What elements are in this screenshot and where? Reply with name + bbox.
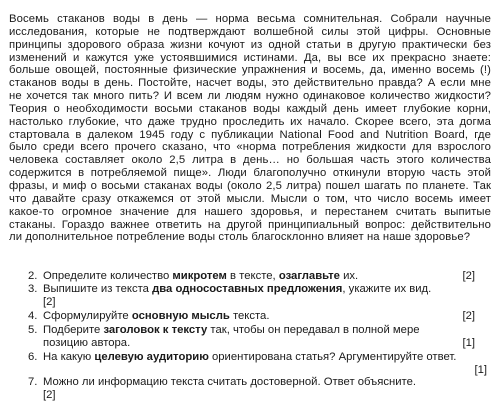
task-number: 7. bbox=[28, 376, 38, 388]
task-7 bbox=[9, 376, 491, 402]
task-score: [2] bbox=[43, 296, 56, 308]
paragraph-line: Теория о необходимости восьми стаканов воды каждый день имеет глубокие корни, bbox=[9, 102, 491, 115]
task-4 bbox=[9, 310, 491, 323]
task-3 bbox=[9, 283, 491, 309]
paragraph-line: фразы, и миф о восьми стаканах воды (около 2,5 литра) пошел шагать по планете. Так bbox=[9, 179, 491, 192]
paragraph-line: что давайте сразу откажемся от этой мысли. Мысли о том, что число восемь имеет bbox=[9, 192, 491, 205]
task-text-part: их. bbox=[339, 270, 359, 282]
task-text-part: текста. bbox=[229, 310, 270, 322]
task-keyword: основную мысль bbox=[131, 310, 230, 322]
paragraph-line: Восемь стаканов воды в день — норма весьма сомнительная. Собрали научные bbox=[9, 13, 491, 25]
task-6 bbox=[9, 351, 491, 377]
task-text-part: Сформулируйте bbox=[43, 310, 132, 322]
task-keyword: заголовок к тексту bbox=[103, 324, 208, 336]
paragraph-line: человека составляет около 2,5 литра в день… но большая часть этого количества bbox=[9, 154, 491, 167]
task-text-part: На какую bbox=[43, 351, 95, 363]
article-paragraph bbox=[9, 13, 491, 244]
task-number: 2. bbox=[28, 270, 38, 282]
task-score: [1] bbox=[474, 364, 487, 376]
task-text bbox=[43, 310, 269, 323]
task-text-continuation: позицию автора. bbox=[43, 337, 131, 349]
paragraph-line: больше овощей, постоянные физические упражнения и восемь, да, именно восемь (!) bbox=[9, 64, 491, 77]
task-keyword: целевую аудиторию bbox=[94, 351, 209, 363]
paragraph-line: исследования, которые не подтверждают волшебной силы этой цифры. Основные bbox=[9, 25, 491, 38]
task-keyword: два односоставных предложения bbox=[152, 283, 343, 295]
task-text bbox=[43, 283, 431, 296]
paragraph-line: стартовала в далеком 1945 году с публикации National Food and Nutrition Board, где bbox=[9, 128, 491, 141]
task-text-part: Определите количество bbox=[43, 270, 173, 282]
paragraph-line: какое-то огромное значение для нашего здоровья, и перестанем считать выпитые bbox=[9, 205, 491, 218]
task-score: [1] bbox=[462, 337, 475, 349]
task-number: 5. bbox=[28, 324, 38, 336]
task-5 bbox=[9, 324, 491, 350]
task-keyword: микротем bbox=[172, 270, 227, 282]
task-score: [2] bbox=[462, 270, 475, 282]
task-number: 3. bbox=[28, 283, 38, 295]
task-2 bbox=[9, 270, 491, 283]
task-text-part: так, чтобы он передавал в полной мере bbox=[207, 324, 420, 336]
task-text-part: Подберите bbox=[43, 324, 104, 336]
paragraph-line: не хочется так много пить? И всем ли людям нужно одинаковое количество жидкости? bbox=[9, 90, 491, 103]
paragraph-line: ли дополнительное потребление воды столь благосклонно влияет на наше здоровье? bbox=[9, 231, 471, 244]
task-text-part: ориентирована статья? Аргументируйте ответ. bbox=[208, 351, 457, 363]
task-number: 4. bbox=[28, 310, 38, 322]
paragraph-line: стаканов воды в день. Постойте, насчет воды, это действительно правда? А если мне bbox=[9, 77, 491, 90]
task-text-part: Выпишите из текста bbox=[43, 283, 153, 295]
task-text-part: , укажите их вид. bbox=[342, 283, 432, 295]
paragraph-line: настолько глубокие, что даже трудно проследить их начало. Скорее всего, эта догма bbox=[9, 115, 491, 128]
paragraph-line: содержится в потребляемой пище». Люди благополучно откинули вторую часть этой bbox=[9, 167, 491, 180]
paragraph-line: изменений и кажутся уже устоявшимися истинами. Да, вы все их прекрасно знаете: bbox=[9, 51, 491, 64]
task-text bbox=[43, 270, 358, 283]
task-keyword: озаглавьте bbox=[278, 270, 340, 282]
task-score: [2] bbox=[43, 389, 56, 401]
task-text bbox=[43, 351, 456, 364]
task-number: 6. bbox=[28, 351, 38, 363]
task-text-part: в тексте, bbox=[226, 270, 279, 282]
task-text bbox=[43, 324, 420, 337]
paragraph-line: было среди всего прочего сказано, что «норма потребления жидкости для взрослого bbox=[9, 141, 491, 154]
task-text: Можно ли информацию текста считать достоверной. Ответ объясните. bbox=[43, 376, 416, 388]
task-score: [2] bbox=[462, 310, 475, 322]
paragraph-line: принципы здорового образа жизни кочуют из одной статьи в другую практически без bbox=[9, 38, 491, 51]
paragraph-line: стаканы. Гораздо важнее ответить на другой принципиальный вопрос: действительно bbox=[9, 218, 491, 231]
